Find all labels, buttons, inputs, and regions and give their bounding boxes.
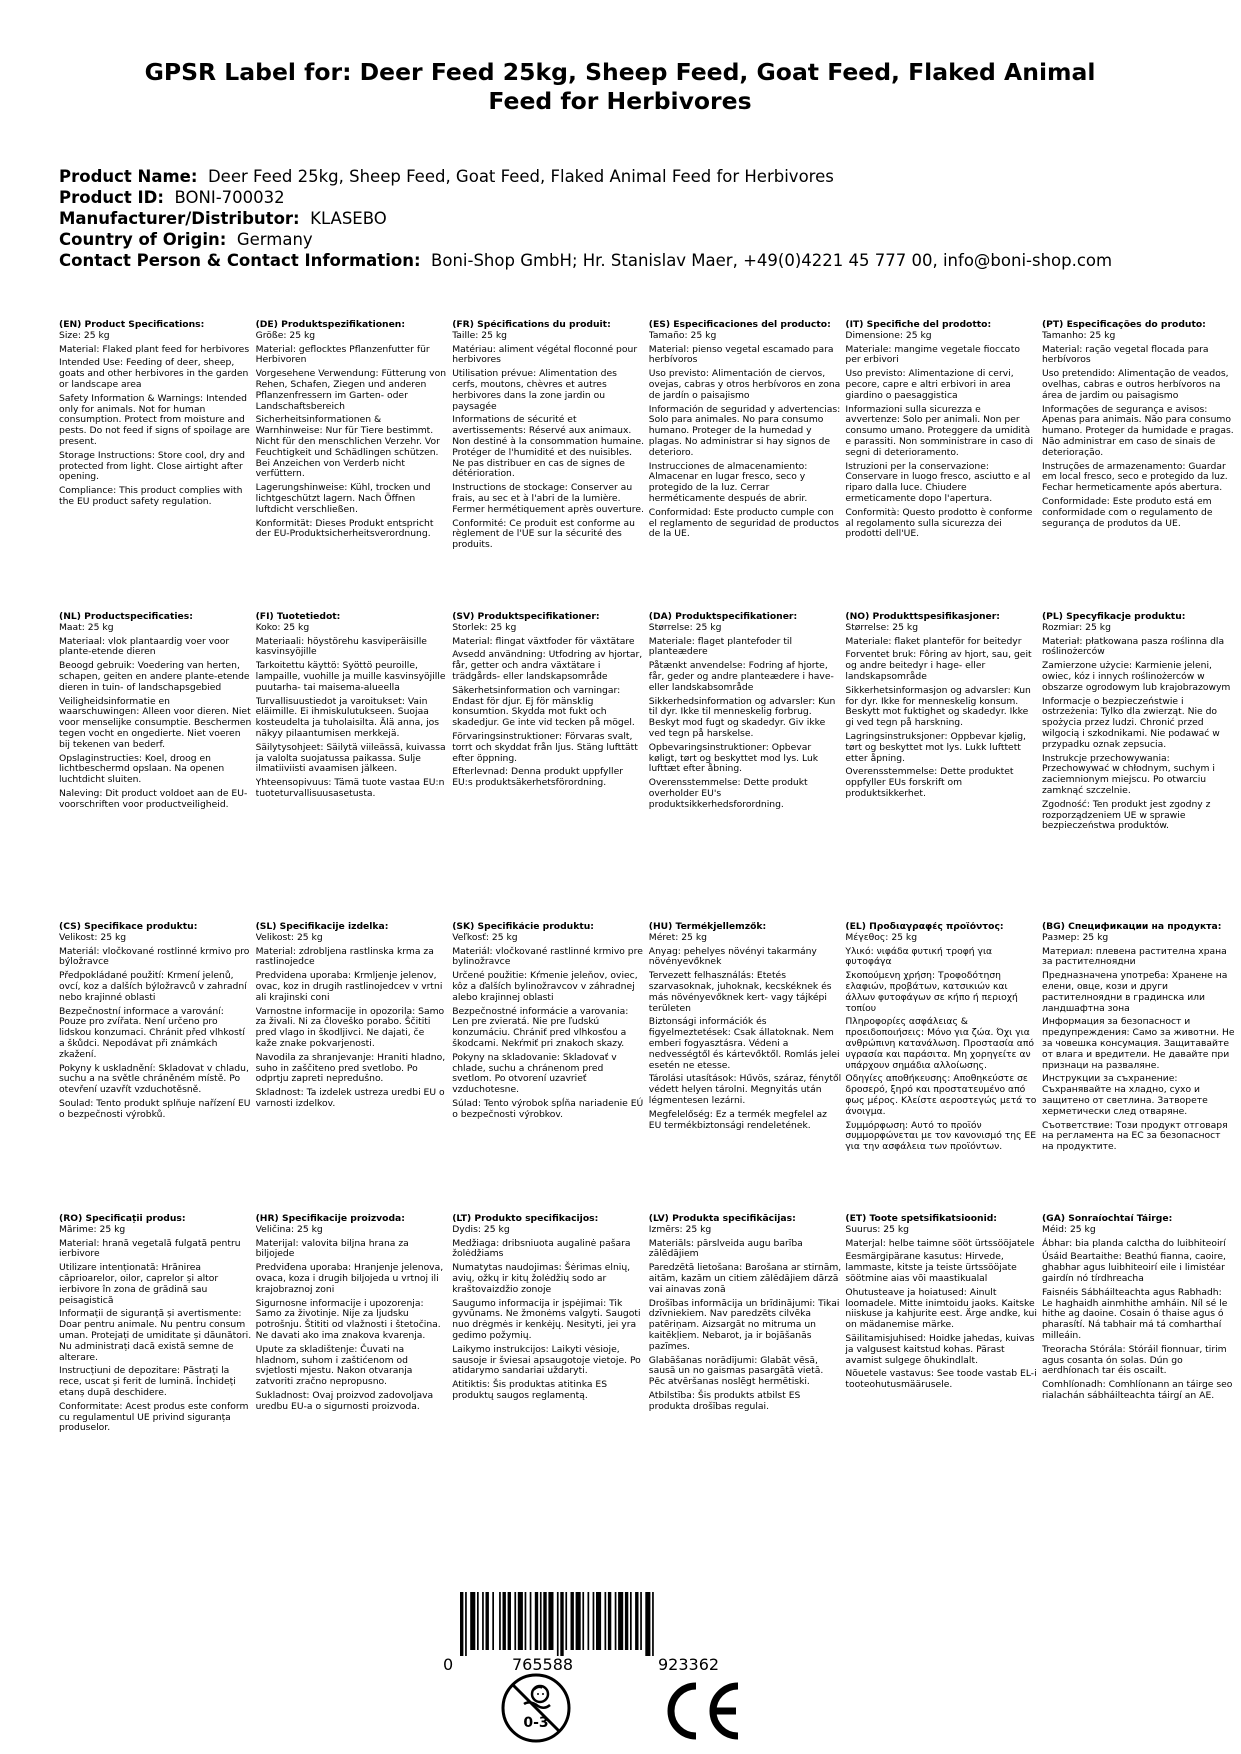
spec-paragraph: Materiaal: vlok plantaardig voer voor plante-etende dieren [59,635,230,658]
barcode [440,1592,730,1672]
spec-heading: (BG) Спецификации на продукта: [1041,922,1222,932]
spec-block [1042,320,1239,612]
spec-paragraph: Upute za skladištenje: Čuvati na hladnom, suhom i zaštićenom od svjetlosti mjestu. Nakon otvaranja zatvoriti zračno nepropusno. [255,1343,413,1388]
spec-paragraph: Veľkosť: 25 kg [452,931,518,943]
spec-paragraph: Vorgesehene Verwendung: Fütterung von Rehen, Schafen, Ziegen und anderen Pflanzenfressern im Garten- oder Landschaftsbereich [255,368,447,412]
spec-paragraph: Predviđena uporaba: Hranjenje jelenova, ovaca, koza i drugih biljojeda u vrtnoj ili krajobraznoj zoni [255,1262,444,1295]
spec-paragraph: Yhteensopivuus: Tämä tuote vastaa EU:n tuoteturvallisuusasetusta. [255,777,445,799]
spec-paragraph: Материал: плевена растителна храна за растителноядни [1041,945,1227,968]
spec-paragraph: Συμμόρφωση: Αυτό το προϊόν συμμορφώνεται με τον κανονισμό της ΕΕ για την ασφάλεια των προϊόντων. [845,1119,1037,1153]
barcode-bar [560,1592,563,1656]
spec-paragraph: Suurus: 25 kg [845,1223,910,1235]
spec-block [452,922,649,1214]
spec-block [1042,1214,1239,1514]
spec-paragraph: Intended Use: Feeding of deer, sheep, goats and other herbivores in the garden or landscape area [59,357,249,390]
spec-paragraph: Paredzētā lietošana: Barošana ar stirnām, aitām, kazām un citiem zālēdājiem dārzā vai ainavas zonā [648,1262,842,1295]
spec-paragraph: Overensstemmelse: Dette produktet oppfyller EUs forskrift om produktsikkerhet. [845,766,1014,799]
spec-block [256,922,453,1214]
meta-label: Manufacturer/Distributor: [59,209,300,228]
spec-paragraph: Conformità: Questo prodotto è conforme al regolamento sulla sicurezza dei prodotti dell'UE. [845,506,1033,540]
barcode-bar [582,1592,584,1650]
spec-paragraph: Material: flingat växtfoder för växtätare [452,635,635,647]
spec-paragraph: Informații de siguranță și avertismente: Doar pentru animale. Nu pentru consum uman. Protejați de umiditate și dăunători. Nu administrați dacă există semne de alterare. [59,1308,252,1363]
spec-paragraph: Avsedd användning: Utfodring av hjortar, får, getter och andra växtätare i trädgårds- eller landskapsområde [452,649,643,682]
spec-paragraph: Materiaali: höystörehu kasviperäisille kasvinsyöjille [255,635,427,658]
barcode-group-left: 765588 [512,1655,574,1672]
spec-paragraph: Comhlíonadh: Comhlíonann an táirge seo rialachán sábháilteachta táirgí an AE. [1041,1379,1233,1401]
spec-paragraph: Izmērs: 25 kg [648,1223,712,1235]
age-label: 0-3 [523,1715,549,1731]
spec-heading: (CS) Specifikace produktu: [59,922,198,932]
spec-paragraph: Οδηγίες αποθήκευσης: Αποθηκεύστε σε δροσερό, ξηρό και προστατευμένο από φως μέρος. Κλείστε αεροστεγώς μετά το άνοιγμα. [845,1073,1037,1117]
spec-paragraph: Storage Instructions: Store cool, dry and protected from light. Close airtight after opening. [59,449,245,483]
spec-paragraph: Materiál: vločkované rostlinné krmivo pro býložravce [59,945,250,968]
spec-paragraph: Lagerungshinweise: Kühl, trocken und lichtgeschützt lagern. Nach Öffnen luftdicht verschließen. [255,482,431,515]
spec-heading: (NL) Productspecificaties: [59,612,193,622]
barcode-bar [543,1592,546,1650]
spec-heading: (PL) Specyfikacje produktu: [1041,612,1186,622]
spec-heading: (RO) Specificații produs: [59,1214,186,1224]
barcode-bar [565,1592,567,1650]
spec-paragraph: Información de seguridad y advertencias: Solo para animales. No para consumo humano. Proteger de la humedad y plagas. No administrar si hay signos de deterioro. [648,403,841,458]
spec-heading: (NO) Produkttspesifikasjoner: [845,612,1000,622]
spec-paragraph: Velikost: 25 kg [59,931,127,943]
barcode-bar [470,1592,475,1650]
barcode-bar [588,1592,590,1650]
spec-paragraph: Material: geflocktes Pflanzenfutter für Herbivoren [255,343,430,366]
spec-paragraph: Atitiktis: Šis produktas atitinka ES produktų saugos reglamentą. [452,1379,608,1401]
spec-paragraph: Conformité: Ce produit est conforme au règlement de l'UE sur la sécurité des produits. [452,517,635,551]
spec-paragraph: Maat: 25 kg [59,621,114,633]
spec-paragraph: Instrukcje przechowywania: Przechowywać w chłodnym, suchym i zaciemnionym miejscu. Po otwarciu zamknąć szczelnie. [1041,752,1215,796]
spec-paragraph: Utilizare intenționată: Hrănirea căprioarelor, oilor, caprelor și altor ierbivore în zona de grădină sau peisagistică [59,1262,219,1306]
barcode-digit-left: 0 [443,1655,454,1672]
barcode-bar [635,1592,638,1650]
spec-paragraph: Förvaringsinstruktioner: Förvaras svalt, torrt och skyddat från ljus. Stäng lufttätt efter öppning. [452,730,638,764]
spec-paragraph: Veličina: 25 kg [255,1223,323,1235]
spec-heading: (ES) Especificaciones del producto: [648,320,831,330]
barcode-bar [548,1592,553,1650]
page-title: GPSR Label for: Deer Feed 25kg, Sheep Feed, Goat Feed, Flaked Animal Feed for Herbivores [144,58,1096,115]
spec-paragraph: Megfelelőség: Ez a termék megfelel az EU termékbiztonsági rendeletének. [648,1108,828,1131]
spec-block [256,320,453,612]
barcode-bar [557,1592,559,1656]
barcode-bar [486,1592,489,1650]
spec-heading: (HR) Specifikacije proizvoda: [255,1214,405,1224]
spec-heading: (EL) Προδιαγραφές προϊόντος: [845,922,1004,932]
spec-paragraph: Utilisation prévue: Alimentation des cerfs, moutons, chèvres et autres herbivores dans la zone jardin ou paysagée [452,368,617,412]
spec-paragraph: Sikkerhedsinformation og advarsler: Kun til dyr. Ikke til menneskelig forbrug. Beskyt mod fugt og skadedyr. Giv ikke ved tegn på harskelse. [648,695,836,739]
barcode-bar [605,1592,607,1650]
spec-paragraph: Informations de sécurité et avertissements: Réservé aux animaux. Non destiné à la consommation humaine. Protéger de l'humidité et des nuisibles. Ne pas distribuer en cas de signes de détérioration. [452,414,645,480]
spec-block [256,612,453,922]
spec-paragraph: Laikymo instrukcijos: Laikyti vėsioje, sausoje ir šviesai apsaugotoje vietoje. Po atidarymo sandariai uždaryti. [452,1343,641,1377]
spec-paragraph: Информация за безопасност и предупреждения: Само за животни. Не за човешка консумация. Защитавайте от влага и вредители. Не давайте при признаци на разваляне. [1041,1016,1235,1071]
spec-block [59,320,256,612]
spec-paragraph: Předpokládané použití: Krmení jelenů, ovcí, koz a dalších býložravců v zahradní nebo krajinné oblasti [59,970,247,1003]
spec-paragraph: Faisnéis Sábháilteachta agus Rabhadh: Le haghaidh ainmhithe amháin. Níl sé le hithe ag daoine. Cosain ó thaise agus ó pharasítí. Ná tabhair má tá comharthaí milleáin. [1041,1286,1228,1341]
spec-paragraph: Υλικό: νιφάδα φυτική τροφή για φυτοφάγα [845,945,993,968]
spec-paragraph: Materiál: vločkované rastlinné krmivo pre bylinožravce [452,945,643,968]
spec-paragraph: Rozmiar: 25 kg [1041,621,1111,633]
spec-heading: (SL) Specifikacije izdelka: [255,922,389,932]
barcode-bar [525,1592,527,1650]
meta-label: Product ID: [59,188,164,207]
barcode-group-right: 923362 [658,1655,720,1672]
spec-paragraph: Dydis: 25 kg [452,1223,510,1235]
spec-paragraph: Dimensione: 25 kg [845,329,932,341]
spec-paragraph: Informacje o bezpieczeństwie i ostrzeżenia: Tylko dla zwierząt. Nie do spożycia przez ludzi. Chronić przed wilgocią i szkodnikami. Nie podawać w przypadku oznak zepsucia. [1041,695,1220,750]
spec-paragraph: Méid: 25 kg [1041,1223,1096,1235]
barcode-bar [530,1592,532,1650]
spec-block [845,612,1042,922]
spec-paragraph: Beoogd gebruik: Voedering van herten, schapen, geiten en andere plante-etende dieren in tuin- of landschapsgebied [59,660,250,693]
spec-paragraph: Material: zdrobljena rastlinska krma za rastlinojedce [255,945,434,968]
spec-paragraph: Varnostne informacije in opozorila: Samo za živali. Ni za človeško porabo. Ščititi pred vlago in škodljivci. Ne dajati, če kaže znake pokvarjenosti. [255,1005,445,1049]
spec-block [256,1214,453,1514]
spec-paragraph: Tervezett felhasználás: Etetés szarvasoknak, juhoknak, kecskéknek és más növényevőknek kert- vagy tájképi területen [648,970,832,1014]
spec-block [845,320,1042,612]
spec-paragraph: Инструкции за съхранение: Съхранявайте на хладно, сухо и защитено от светлина. Затворете херметически след отваряне. [1041,1073,1208,1117]
spec-paragraph: Pokyny na skladovanie: Skladovať v chlade, suchu a chránenom pred svetlom. Po otvorení uzavrieť vzduchotesne. [452,1051,617,1096]
barcode-bar [625,1592,628,1650]
spec-paragraph: Uso previsto: Alimentación de ciervos, ovejas, cabras y otros herbívoros en zona de jardín o paisajismo [648,368,841,401]
spec-paragraph: Safety Information & Warnings: Intended only for animals. Not for human consumption. Protect from moisture and pests. Do not feed if signs of spoilage are present. [59,392,250,447]
spec-heading: (EN) Product Specifications: [59,320,205,330]
barcode-bar [465,1592,467,1656]
spec-paragraph: Säilytysohjeet: Säilytä viileässä, kuivassa ja valolta suojatussa paikassa. Sulje ilmatiiviisti avaamisen jälkeen. [255,741,446,775]
spec-paragraph: Numatytas naudojimas: Šėrimas elnių, avių, ožkų ir kitų žolėdžių sodo ar kraštovaizdžio zonoje [452,1262,631,1295]
meta-value: Germany [236,230,313,249]
spec-paragraph: Informações de segurança e avisos: Apenas para animais. Não para consumo humano. Proteger da humidade e pragas. Não administrar em caso de sinais de deterioração. [1041,403,1234,458]
spec-paragraph: Σκοπούμενη χρήση: Τροφοδότηση ελαφιών, προβάτων, κατσικιών και άλλων φυτοφάγων σε κήπο ή περιοχή τοπίου [845,970,1018,1014]
barcode-bar [615,1592,617,1650]
spec-paragraph: Предназначена употреба: Хранене на елени, овце, кози и други растителноядни в градинска или ландшафтна зона [1041,970,1228,1014]
meta-value: KLASEBO [310,209,387,228]
spec-paragraph: Material: hrană vegetală fulgată pentru ierbivore [59,1237,241,1260]
spec-paragraph: Størrelse: 25 kg [845,621,919,633]
spec-block [649,922,846,1214]
spec-paragraph: Velikost: 25 kg [255,931,323,943]
barcode-bar [576,1592,581,1650]
spec-block [649,320,846,612]
spec-paragraph: Drošības informācija un brīdinājumi: Tikai dzīvniekiem. Nav paredzēts cilvēka patēriņam. Aizsargāt no mitruma un kaitēkļiem. Nebarot, ja ir bojāšanās pazīmes. [648,1297,840,1352]
spec-paragraph: Pokyny k uskladnění: Skladovat v chladu, suchu a na světle chráněném místě. Po otevření uzavřít vzduchotěsně. [59,1062,249,1096]
spec-block [845,922,1042,1214]
barcode-bar [535,1592,538,1650]
product-name-row [59,166,1209,187]
spec-paragraph: Größe: 25 kg [255,329,316,341]
spec-paragraph: Méret: 25 kg [648,931,707,943]
barcode-bar [460,1592,463,1656]
spec-paragraph: Naleving: Dit product voldoet aan de EU-voorschriften voor productveiligheid. [59,787,248,810]
spec-paragraph: Säilitamisjuhised: Hoidke jahedas, kuivas ja valgusest kaitstud kohas. Pärast avamist sulgege õhukindlalt. [845,1332,1035,1366]
spec-block [1042,612,1239,922]
spec-paragraph: Bezpečnostní informace a varování: Pouze pro zvířata. Není určeno pro lidskou konzumaci. Chránit před vlhkostí a škůdci. Nepodávat při známkách zkažení. [59,1005,245,1060]
spec-paragraph: Koko: 25 kg [255,621,310,633]
spec-paragraph: Overensstemmelse: Dette produkt overholder EU's produktsikkerhedsforordning. [648,777,808,810]
spec-paragraph: Predvidena uporaba: Krmljenje jelenov, ovac, koz in drugih rastlinojedcev v vrtni ali krajinski coni [255,970,443,1003]
spec-paragraph: Biztonsági információk és figyelmeztetések: Csak állatoknak. Nem emberi fogyasztásra. Védeni a nedvességtől és kártevőktől. Romlás jelei esetén ne etesse. [648,1016,840,1071]
spec-paragraph: Storlek: 25 kg [452,621,517,633]
spec-paragraph: Informazioni sulla sicurezza e avvertenze: Solo per animali. Non per consumo umano. Proteggere da umidità e parassiti. Non somministrare in caso di segni di deterioramento. [845,403,1034,458]
meta-label: Product Name: [59,167,198,186]
barcode-bar [499,1592,501,1650]
spec-paragraph: Tamanho: 25 kg [1041,329,1116,341]
spec-block [452,320,649,612]
spec-paragraph: Navodila za shranjevanje: Hraniti hladno, suho in zaščiteno pred svetlobo. Po odprtju zapreti nepredušno. [255,1051,446,1085]
barcode-bar [652,1592,654,1656]
spec-paragraph: Conformidade: Este produto está em conformidade com o regulamento de segurança de produtos da UE. [1041,495,1213,529]
spec-block [845,1214,1042,1514]
spec-paragraph: Matériau: aliment végétal floconné pour herbivores [452,343,638,366]
spec-block [649,612,846,922]
barcode-bar [514,1592,516,1650]
spec-paragraph: Material: ração vegetal flocada para herbívoros [1041,343,1209,366]
barcode-bar [503,1592,506,1650]
spec-paragraph: Eesmärgipärane kasutus: Hirvede, lammaste, kitste ja teiste ürtssööjate söötmine aias või maastikualal [845,1251,1017,1284]
spec-paragraph: Compliance: This product complies with the EU product safety regulation. [59,485,243,507]
spec-paragraph: Glabāšanas norādījumi: Glabāt vēsā, sausā un no gaismas pasargātā vietā. Pēc atvēršanas noslēgt hermētiski. [648,1354,824,1388]
spec-block [59,612,256,922]
spec-paragraph: Materjal: helbe taimne sööt ürtssööjatele [845,1237,1035,1249]
spec-paragraph: Påtænkt anvendelse: Fodring af hjorte, får, geder og andre planteædere i have- eller landskabsområde [648,660,834,693]
meta-value: Deer Feed 25kg, Sheep Feed, Goat Feed, Flaked Animal Feed for Herbivores [207,167,834,186]
spec-paragraph: Tamaño: 25 kg [648,329,717,341]
spec-paragraph: Opslaginstructies: Koel, droog en lichtbeschermd opslaan. Na openen luchtdicht sluiten. [59,752,225,786]
spec-heading: (SK) Špecifikácie produktu: [452,922,594,932]
spec-paragraph: Instrucțiuni de depozitare: Păstrați la rece, uscat și ferit de lumină. Închideți etanș după deschidere. [59,1365,236,1398]
spec-paragraph: Sikkerhetsinformasjon og advarsler: Kun for dyr. Ikke for menneskelig konsum. Beskytt mot fuktighet og skadedyr. Ikke gi ved tegn på harskning. [845,684,1031,729]
spec-heading: (FR) Spécifications du produit: [452,320,611,330]
spec-paragraph: Veiligheidsinformatie en waarschuwingen: Alleen voor dieren. Niet voor menselijke consumptie. Beschermen tegen vocht en ongedierte. Niet voeren bij tekenen van bederf. [59,695,252,750]
spec-paragraph: Bezpečnostné informácie a varovania: Len pre zvieratá. Nie pre ľudskú konzumáciu. Chrániť pred vlhkosťou a škodcami. Nekŕmiť pri znakoch skazy. [452,1005,629,1049]
spec-paragraph: Konformität: Dieses Produkt entspricht der EU-Produktsicherheitsverordnung. [255,517,434,540]
meta-label: Country of Origin: [59,230,227,249]
spec-paragraph: Lagringsinstruksjoner: Oppbevar kjølig, tørt og beskyttet mot lys. Lukk lufttett etter åpning. [845,730,1026,764]
spec-paragraph: Forventet bruk: Fôring av hjort, sau, geit og andre beitedyr i hage- eller landskapsområde [845,649,1032,682]
spec-paragraph: Størrelse: 25 kg [648,621,722,633]
barcode-bar [482,1592,484,1650]
spec-block [59,922,256,1214]
barcode-bar [618,1592,623,1650]
spec-paragraph: Určené použitie: Kŕmenie jeleňov, oviec, kôz a ďalších bylinožravcov v záhradnej alebo krajinnej oblasti [452,970,638,1003]
spec-paragraph: Tarkoitettu käyttö: Syöttö peuroille, lampaille, vuohille ja muille kasvinsyöjille puutarha- tai maisema-alueella [255,660,446,693]
spec-paragraph: Nõuetele vastavus: See toode vastab EL-i tooteohutusmäärusele. [845,1368,1037,1391]
country-row [59,229,1209,250]
spec-paragraph: Materiał: płatkowana pasza roślinna dla roślinożerców [1041,635,1225,658]
spec-paragraph: Treoracha Stórála: Stóráil fionnuar, tirim agus cosanta ón solas. Dún go aerdhíonach tar éis oscailt. [1041,1343,1227,1377]
spec-paragraph: Conformidad: Este producto cumple con el reglamento de seguridad de productos de la UE. [648,506,839,540]
product-id-row [59,187,1209,208]
spec-block [649,1214,846,1514]
spec-heading: (DA) Produktspecifikationer: [648,612,798,622]
barcode-bar [492,1592,494,1650]
spec-paragraph: Säkerhetsinformation och varningar: Endast för djur. Ej för mänsklig konsumtion. Skydda mot fukt och skadedjur. Ge inte vid tecken på mögel. [452,684,635,729]
spec-paragraph: Istruzioni per la conservazione: Conservare in luogo fresco, asciutto e al riparo dalla luce. Chiudere ermeticamente dopo l'apertura. [845,460,1031,504]
spec-paragraph: Sigurnosne informacije i upozorenja: Samo za životinje. Nije za ljudsku potrošnju. Štititi od vlažnosti i štetočina. Ne davati ako ima znakova kvarenja. [255,1297,441,1341]
spec-heading: (FI) Tuotetiedot: [255,612,341,622]
spec-paragraph: Materiale: flaget plantefoder til planteædere [648,635,793,658]
spec-heading: (PT) Especificações do produto: [1041,320,1206,330]
spec-heading: (SV) Produktspecifikationer: [452,612,600,622]
spec-paragraph: Ohutusteave ja hoiatused: Ainult loomadele. Mitte inimtoidu jaoks. Kaitske niiskuse ja kahjurite eest. Ärge andke, kui on mädanemise märke. [845,1286,1037,1331]
spec-grid [59,320,1235,1514]
spec-heading: (IT) Specifiche del prodotto: [845,320,992,330]
spec-heading: (LT) Produkto specifikacijos: [452,1214,599,1224]
spec-paragraph: Uso previsto: Alimentazione di cervi, pecore, capre e altri erbivori in area giardino o paesaggistica [845,368,1014,401]
spec-heading: (GA) Sonraíochtaí Táirge: [1041,1214,1173,1224]
barcode-bar [608,1592,611,1650]
barcode-bar [596,1592,601,1650]
spec-paragraph: Πληροφορίες ασφάλειας & προειδοποιήσεις: Μόνο για ζώα. Όχι για ανθρώπινη κατανάλωση. Προστασία από υγρασία και παράσιτα. Μη χορηγείτε αν υπάρχουν σημάδια αλλοίωσης. [845,1016,1034,1071]
spec-paragraph: Conformitate: Acest produs este conform cu regulamentul UE privind siguranța produselor. [59,1400,249,1434]
meta-value: Boni-Shop GmbH; Hr. Stanislav Maer, +49(0)4221 45 777 00, info@boni-shop.com [431,251,1113,270]
spec-heading: (DE) Produktspezifikationen: [255,320,406,330]
spec-block [452,612,649,922]
spec-paragraph: Μέγεθος: 25 kg [845,931,918,943]
spec-paragraph: Tárolási utasítások: Hűvös, száraz, fénytől védett helyen tárolni. Megnyitás után légmentesen lezárni. [648,1073,842,1106]
spec-block [1042,922,1239,1214]
spec-paragraph: Materiāls: pārslveida augu barība zālēdājiem [648,1237,803,1260]
meta-label: Contact Person & Contact Information: [59,251,421,270]
spec-paragraph: Instrucciones de almacenamiento: Almacenar en lugar fresco, seco y protegido de la luz. Cerrar herméticamente después de abrir. [648,460,808,504]
spec-paragraph: Instructions de stockage: Conserver au frais, au sec et à l'abri de la lumière. Fermer hermétiquement après ouverture. [452,482,644,515]
barcode-bars [460,1592,654,1656]
spec-paragraph: Material: Flaked plant feed for herbivores [59,343,250,355]
barcode-bar [630,1592,632,1650]
spec-paragraph: Opbevaringsinstruktioner: Opbevar køligt, tørt og beskyttet mod lys. Luk lufttæt efter åbning. [648,741,819,775]
spec-paragraph: Efterlevnad: Denna produkt uppfyller EU:s produktsäkerhetsförordning. [452,766,624,789]
spec-paragraph: Materiale: flaket planteför for beitedyr [845,635,1022,647]
not-suitable-for-children-icon [500,1672,572,1744]
barcode-bar [477,1592,479,1650]
spec-paragraph: Zgodność: Ten produkt jest zgodny z rozporządzeniem UE w sprawie bezpieczeństwa produktów. [1041,798,1211,832]
spec-paragraph: Material: pienso vegetal escamado para herbívoros [648,343,834,366]
spec-paragraph: Súlad: Tento výrobok spĺňa nariadenie EÚ o bezpečnosti výrobkov. [452,1097,644,1120]
spec-paragraph: Sukladnost: Ovaj proizvod zadovoljava uredbu EU-a o sigurnosti proizvoda. [255,1389,434,1412]
spec-paragraph: Съответствие: Този продукт отговаря на регламента на ЕС за безопасност на продуктите. [1041,1119,1228,1153]
barcode-bar [540,1592,542,1650]
spec-paragraph: Materiale: mangime vegetale fioccato per erbivori [845,343,1020,366]
product-meta [59,166,1209,271]
spec-heading: (HU) Termékjellemzők: [648,922,767,932]
spec-paragraph: Размер: 25 kg [1041,931,1109,943]
barcode-bar [640,1592,642,1650]
spec-heading: (LV) Produkta specifikācijas: [648,1214,796,1224]
ce-mark-icon [662,1680,744,1742]
spec-paragraph: Taille: 25 kg [452,329,507,341]
spec-block [452,1214,649,1514]
spec-paragraph: Úsáid Beartaithe: Beathú fianna, caoire, ghabhar agus luibhiteoirí eile i limistéar gairdín nó tírdhreacha [1041,1251,1226,1284]
spec-heading: (ET) Toote spetsifikatsioonid: [845,1214,997,1224]
spec-paragraph: Saugumo informacija ir įspėjimai: Tik gyvūnams. Ne žmonėms valgyti. Saugoti nuo drėgmės ir kenkėjų. Nesityti, jei yra gedimo požymių. [452,1297,641,1341]
spec-paragraph: Turvallisuustiedot ja varoitukset: Vain eläimille. Ei ihmiskulutukseen. Suojaa kosteudelta ja tuholaisilta. Älä anna, jos näkyy pilaantumisen merkkejä. [255,695,440,739]
spec-paragraph: Medžiaga: dribsniuota augalinė pašara žolėdžiams [452,1237,631,1260]
barcode-bar [645,1592,650,1656]
spec-paragraph: Materijal: valovita biljna hrana za biljojede [255,1237,409,1260]
spec-paragraph: Sicherheitsinformationen & Warnhinweise: Nur für Tiere bestimmt. Nicht für den menschlichen Verzehr. Vor Feuchtigkeit und Schädlingen schützen. Bei Anzeichen von Verderb nicht verfüttern. [255,414,440,480]
barcode-bar [571,1592,574,1650]
barcode-bar [518,1592,523,1650]
meta-value: BONI-700032 [174,188,285,207]
spec-paragraph: Size: 25 kg [59,329,110,341]
spec-paragraph: Zamierzone użycie: Karmienie jeleni, owiec, kóz i innych roślinożerców w obszarze ogrodowym lub krajobrazowym [1041,660,1231,693]
barcode-bar [593,1592,595,1650]
spec-paragraph: Uso pretendido: Alimentação de veados, ovelhas, cabras e outros herbívoros na área de jardim ou paisagismo [1041,368,1229,401]
spec-paragraph: Atbilstība: Šis produkts atbilst ES produkta drošības regulai. [648,1389,801,1412]
spec-paragraph: Ábhar: bia planda calctha do luibhiteoirí [1041,1237,1226,1249]
spec-paragraph: Mărime: 25 kg [59,1223,126,1235]
contact-row [59,250,1209,271]
manufacturer-row [59,208,1209,229]
spec-paragraph: Soulad: Tento produkt splňuje nařízení EU o bezpečnosti výrobků. [59,1097,251,1120]
spec-paragraph: Instruções de armazenamento: Guardar em local fresco, seco e protegido da luz. Fechar hermeticamente após abertura. [1041,460,1228,494]
spec-paragraph: Anyag: pehelyes növényi takarmány növényevőknek [648,945,817,968]
spec-block [59,1214,256,1514]
barcode-bar [508,1592,511,1650]
spec-paragraph: Skladnost: Ta izdelek ustreza uredbi EU o varnosti izdelkov. [255,1087,445,1109]
